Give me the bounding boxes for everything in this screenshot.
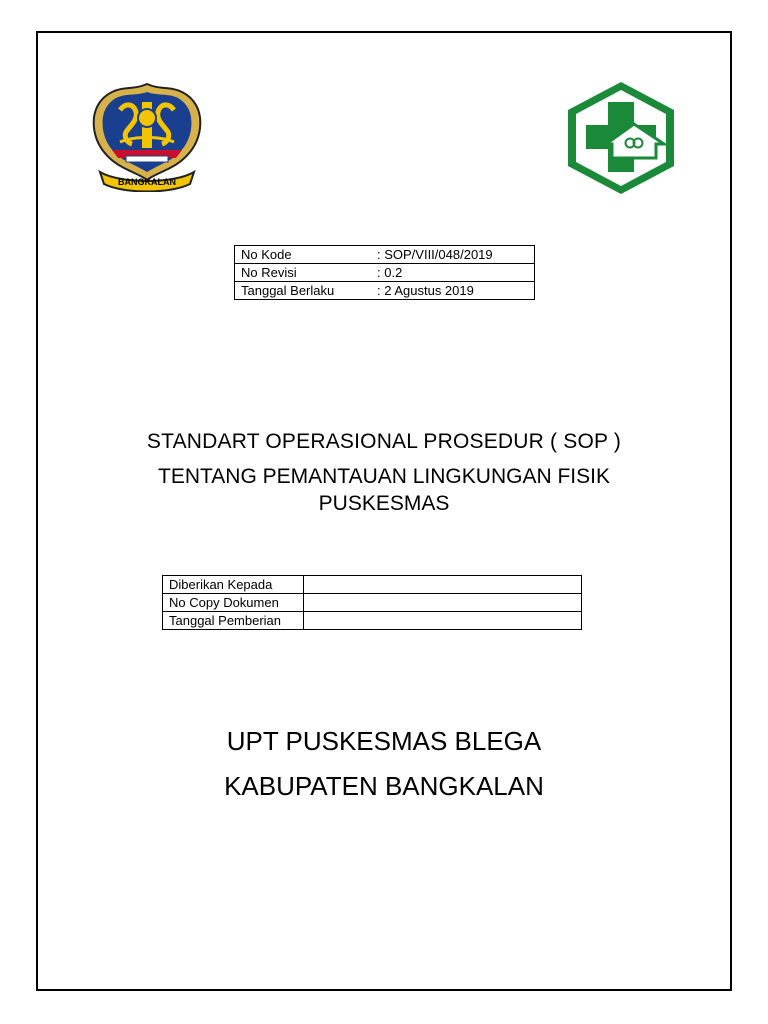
organization-region: KABUPATEN BANGKALAN	[224, 771, 544, 801]
table-row	[163, 594, 582, 612]
table-row	[163, 576, 582, 594]
copy-number-label: No Copy Dokumen	[163, 594, 304, 612]
table-row	[163, 612, 582, 630]
sop-subtitle: TENTANG PEMANTAUAN LINGKUNGAN FISIK PUSKESMAS	[158, 465, 610, 515]
given-to-label: Diberikan Kepada	[163, 576, 304, 594]
organization-name: UPT PUSKESMAS BLEGA	[226, 726, 542, 756]
given-to-value	[304, 576, 582, 594]
revision-label: No Revisi	[235, 264, 372, 282]
revision-value: : 0.2	[371, 264, 535, 282]
effective-date-label: Tanggal Berlaku	[235, 282, 372, 300]
copy-number-value	[304, 594, 582, 612]
doc-code-value: : SOP/VIII/048/2019	[371, 246, 535, 264]
document-info-table	[234, 245, 535, 300]
issue-date-value	[304, 612, 582, 630]
bangkalan-coat-of-arms-icon	[90, 80, 204, 192]
table-row	[235, 264, 535, 282]
issue-date-label: Tanggal Pemberian	[163, 612, 304, 630]
svg-text:BANGKALAN: BANGKALAN	[118, 177, 176, 187]
puskesmas-green-cross-icon	[564, 80, 678, 196]
effective-date-value: : 2 Agustus 2019	[371, 282, 535, 300]
sop-title: STANDART OPERASIONAL PROSEDUR ( SOP )	[146, 430, 622, 453]
table-row	[235, 246, 535, 264]
doc-code-label: No Kode	[235, 246, 372, 264]
distribution-table	[162, 575, 582, 630]
table-row	[235, 282, 535, 300]
